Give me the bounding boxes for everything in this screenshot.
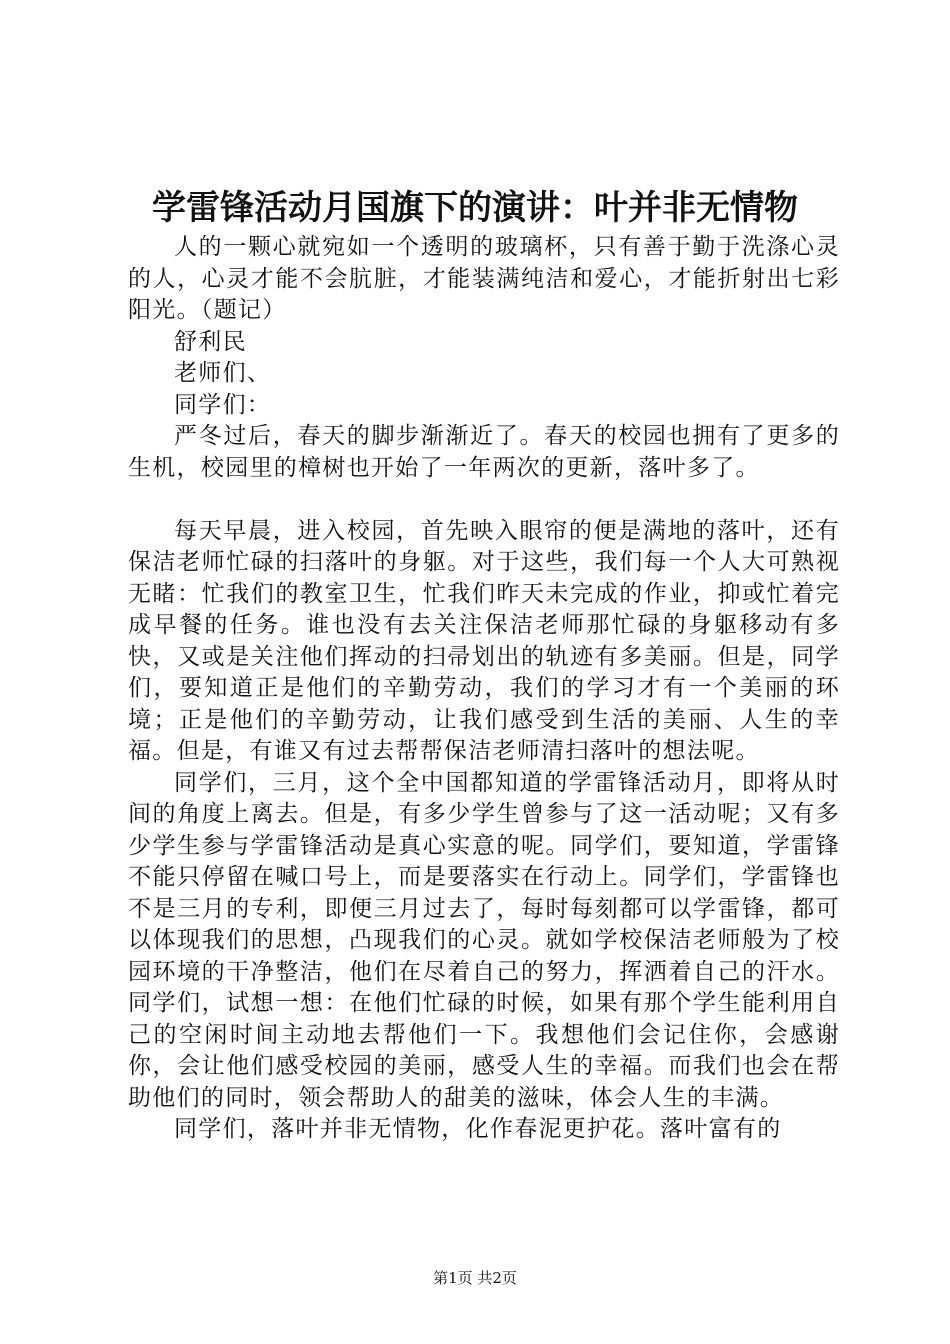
paragraph-epigraph: 人的一颗心就宛如一个透明的玻璃杯，只有善于勤于洗涤心灵的人，心灵才能不会肮脏，才能装满纯洁和爱心，才能折射出七彩阳光。（题记） xyxy=(128,234,840,323)
paragraph-blank xyxy=(128,484,840,516)
document-title: 学雷锋活动月国旗下的演讲：叶并非无情物 xyxy=(152,188,798,228)
paragraph-salutation-teachers: 老师们、 xyxy=(174,360,272,386)
paragraph-salutation-students: 同学们： xyxy=(174,391,272,418)
paragraph-author: 舒利民 xyxy=(174,328,247,355)
paragraph-body: 同学们，三月，这个全中国都知道的学雷锋活动月，即将从时间的角度上离去。但是，有多少学生曾参与了这一活动呢；又有多少学生参与学雷锋活动是真心实意的呢。同学们，要知道，学雷锋不能只停留在喊口号上，而是要落实在行动上。同学们，学雷锋也不是三月的专利，即便三月过去了，每时每刻都可以学雷锋，都可以体现我们的思想，凸现我们的心灵。就如学校保洁老师般为了校园环境的干净整洁，他们在尽着自己的努力，挥洒着自己的汗水。同学们，试想一想：在他们忙碌的时候，如果有那个学生能利用自己的空闲时间主动地去帮他们一下。我想他们会记住你，会感谢你，会让他们感受校园的美丽，感受人生的幸福。而我们也会在帮助他们的同时，领会帮助人的甜美的滋味，体会人生的丰满。 xyxy=(128,769,840,1111)
document-body xyxy=(128,232,840,1146)
paragraph-body: 同学们，落叶并非无情物，化作春泥更护花。落叶富有的 xyxy=(174,1116,782,1142)
paragraph-body: 严冬过后，春天的脚步渐渐近了。春天的校园也拥有了更多的生机，校园里的樟树也开始了一年两次的更新，落叶多了。 xyxy=(128,423,840,481)
page-number-footer: 第1页 共2页 xyxy=(433,1269,517,1287)
paragraph-body: 每天早晨，进入校园，首先映入眼帘的便是满地的落叶，还有保洁老师忙碌的扫落叶的身躯。对于这些，我们每一个人大可熟视无睹：忙我们的教室卫生，忙我们昨天未完成的作业，抑或忙着完成早餐的任务。谁也没有去关注保洁老师那忙碌的身躯移动有多快，又或是关注他们挥动的扫帚划出的轨迹有多美丽。但是，同学们，要知道正是他们的辛勤劳动，我们的学习才有一个美丽的环境；正是他们的辛勤劳动，让我们感受到生活的美丽、人生的幸福。但是，有谁又有过去帮帮保洁老师清扫落叶的想法呢。 xyxy=(128,517,840,764)
